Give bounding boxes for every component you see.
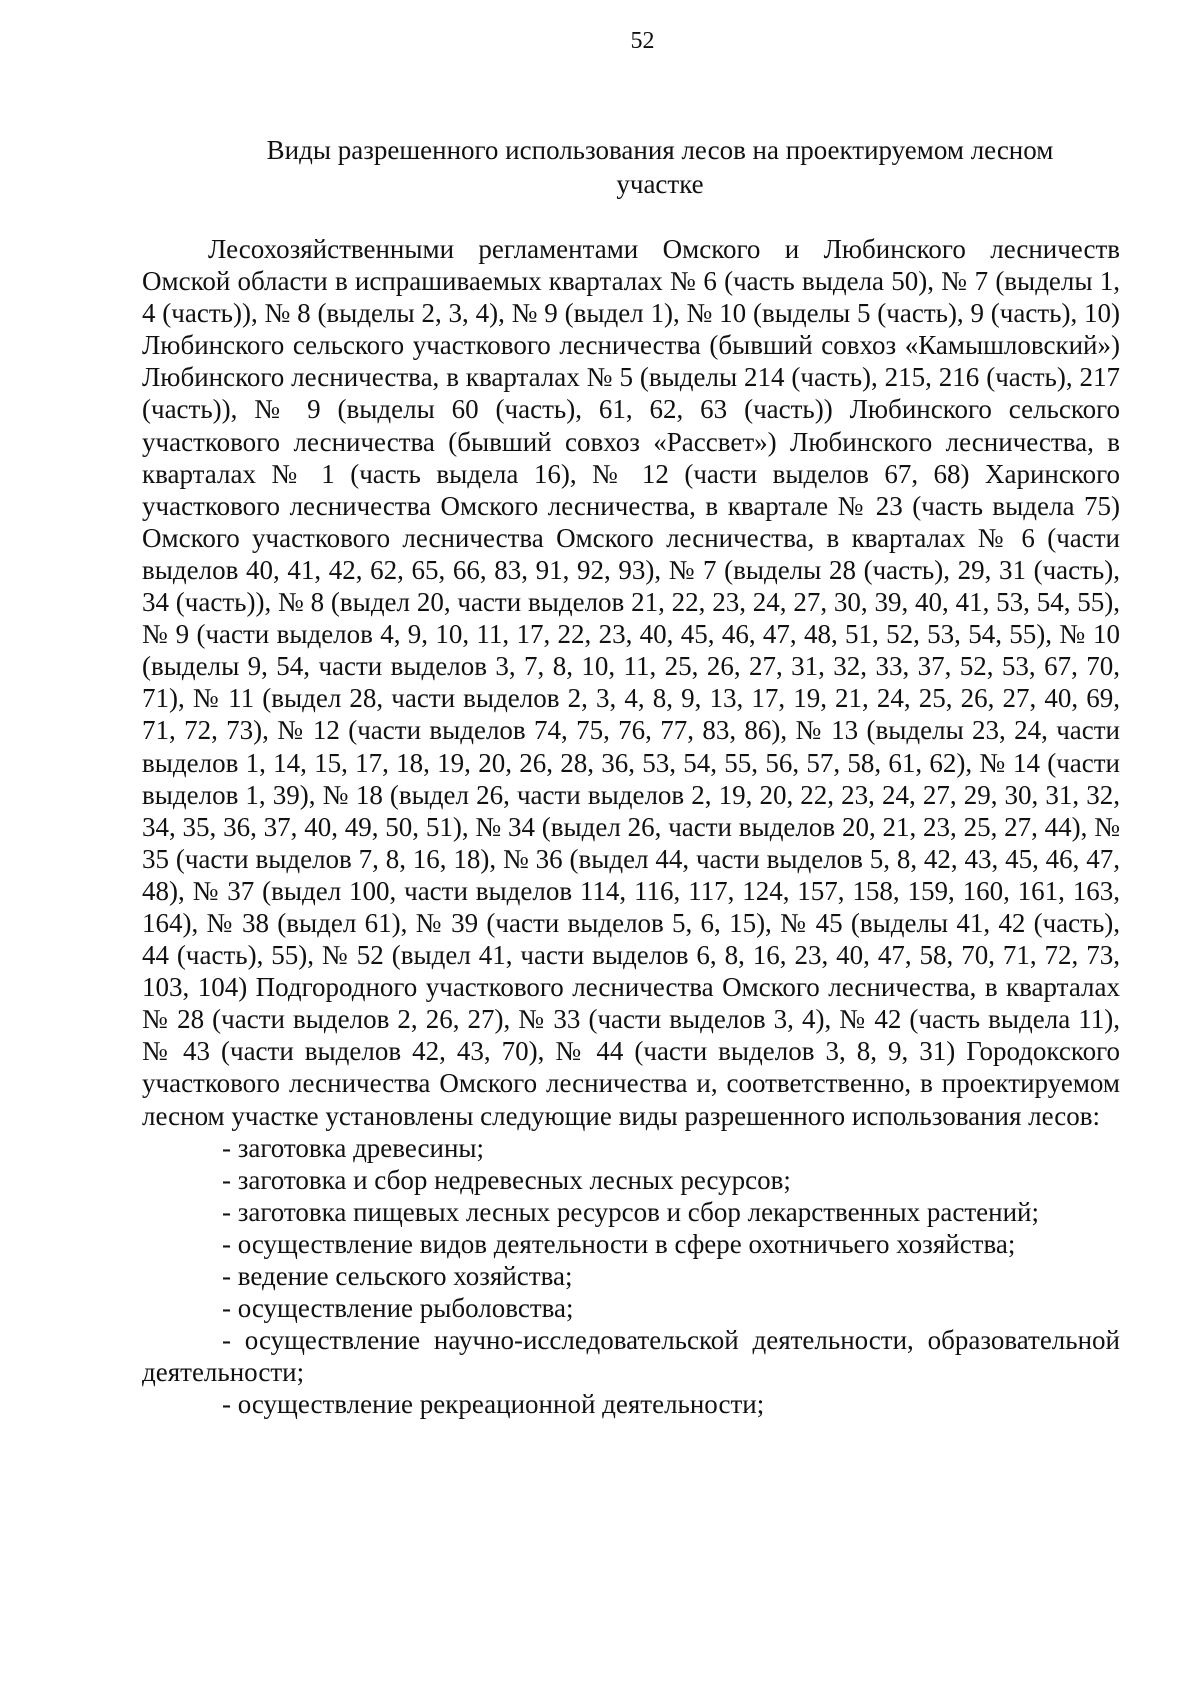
list-item: - ведение сельского хозяйства; — [222, 1261, 573, 1291]
list-item: - заготовка и сбор недревесных лесных ресурсов; — [222, 1164, 791, 1195]
allowed-uses-list — [142, 1132, 1120, 1421]
list-item: - осуществление научно-исследовательской деятельности, образовательной деятельности; — [142, 1325, 1120, 1388]
list-item: - осуществление рекреационной деятельности; — [222, 1389, 765, 1420]
body-text — [142, 233, 1120, 1420]
section-title-line-1: Виды разрешенного использования лесов на проектируемом лесном — [266, 135, 1054, 165]
list-item: - заготовка пищевых лесных ресурсов и сбор лекарственных растений; — [222, 1196, 1040, 1227]
body-paragraph: Лесохозяйственными регламентами Омского и Любинского лесничеств Омской области в испрашиваемых кварталах № 6 (часть выдела 50), № 7 (выделы 1, 4 (часть)), № 8 (выделы 2, 3, 4), № 9 (выдел 1), № 10 (выделы 5 (часть), 9 (часть), 10) Любинского сельского участкового лесничества (бывший совхоз «Камышловский») Любинского лесничества, в кварталах № 5 (выделы 214 (часть), 215, 216 (часть), 217 (часть)), № 9 (выделы 60 (часть), 61, 62, 63 (часть)) Любинского сельского участкового лесничества (бывший совхоз «Рассвет») Любинского лесничества, в кварталах № 1 (часть выдела 16), № 12 (части выделов 67, 68) Харинского участкового лесничества Омского лесничества, в квартале № 23 (часть выдела 75) Омского участкового лесничества Омского лесничества, в кварталах № 6 (части выделов 40, 41, 42, 62, 65, 66, 83, 91, 92, 93), № 7 (выделы 28 (часть), 29, 31 (часть), 34 (часть)), № 8 (выдел 20, части выделов 21, 22, 23, 24, 27, 30, 39, 40, 41, 53, 54, 55), № 9 (части выделов 4, 9, 10, 11, 17, 22, 23, 40, 45, 46, 47, 48, 51, 52, 53, 54, 55), № 10 (выделы 9, 54, части выделов 3, 7, 8, 10, 11, 25, 26, 27, 31, 32, 33, 37, 52, 53, 67, 70, 71), № 11 (выдел 28, части выделов 2, 3, 4, 8, 9, 13, 17, 19, 21, 24, 25, 26, 27, 40, 69, 71, 72, 73), № 12 (части выделов 74, 75, 76, 77, 83, 86), № 13 (выделы 23, 24, части выделов 1, 14, 15, 17, 18, 19, 20, 26, 28, 36, 53, 54, 55, 56, 57, 58, 61, 62), № 14 (части выделов 1, 39), № 18 (выдел 26, части выделов 2, 19, 20, 22, 23, 24, 27, 29, 30, 31, 32, 34, 35, 36, 37, 40, 49, 50, 51), № 34 (выдел 26, части выделов 20, 21, 23, 25, 27, 44), № 35 (части выделов 7, 8, 16, 18), № 36 (выдел 44, части выделов 5, 8, 42, 43, 45, 46, 47, 48), № 37 (выдел 100, части выделов 114, 116, 117, 124, 157, 158, 159, 160, 161, 163, 164), № 38 (выдел 61), № 39 (части выделов 5, 6, 15), № 45 (выделы 41, 42 (часть), 44 (часть), 55), № 52 (выдел 41, части выделов 6, 8, 16, 23, 40, 47, 58, 70, 71, 72, 73, 103, 104) Подгородного участкового лесничества Омского лесничества, в кварталах № 28 (части выделов 2, 26, 27), № 33 (части выделов 3, 4), № 42 (часть выдела 11), № 43 (части выделов 42, 43, 70), № 44 (части выделов 3, 8, 9, 31) Городокского участкового лесничества Омского лесничества и, соответственно, в проектируемом лесном участке установлены следующие виды разрешенного использования лесов: — [142, 234, 1120, 1131]
section-title-line-2: участке — [616, 169, 704, 199]
list-item: - заготовка древесины; — [222, 1132, 485, 1163]
section-title — [240, 133, 1080, 201]
list-item: - осуществление рыболовства; — [222, 1293, 574, 1324]
list-item: - осуществление видов деятельности в сфере охотничьего хозяйства; — [222, 1228, 1016, 1259]
page-number: 52 — [630, 28, 655, 54]
